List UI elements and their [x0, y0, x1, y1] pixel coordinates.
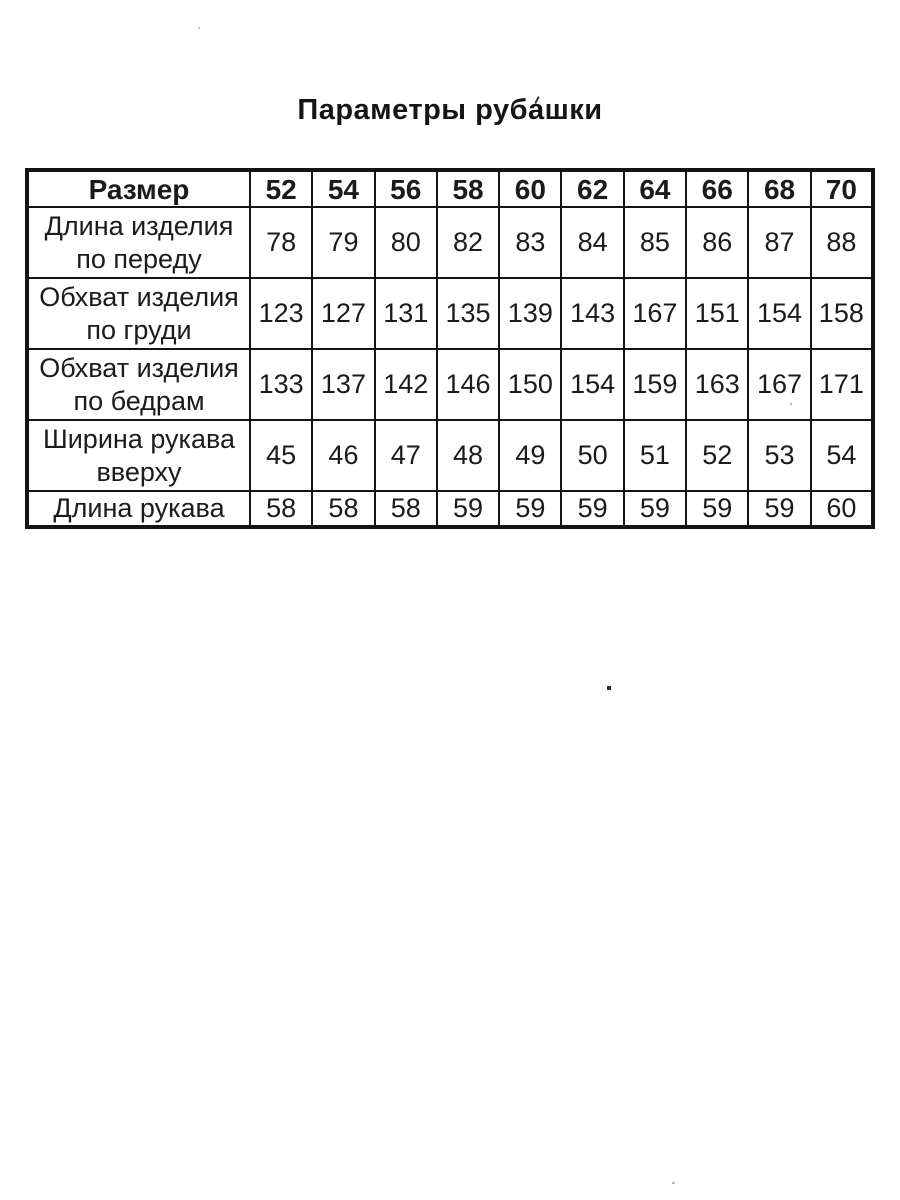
page-title: Параметры рубашки: [297, 94, 603, 126]
table-cell: 53: [748, 420, 810, 491]
row-label-line: Длина рукава: [53, 493, 225, 523]
table-cell: 54: [811, 420, 873, 491]
table-cell: 135: [437, 278, 499, 349]
table-cell: 131: [375, 278, 437, 349]
table-cell: 45: [250, 420, 312, 491]
table-cell: 52: [686, 420, 748, 491]
row-label-line: по бедрам: [73, 385, 205, 416]
table-cell: 167: [624, 278, 686, 349]
table-cell: 143: [561, 278, 623, 349]
scan-speck: [198, 27, 200, 29]
table-cell: 58: [250, 491, 312, 527]
table-cell: 167: [748, 349, 810, 420]
table-cell: 87: [748, 207, 810, 278]
table-cell: 158: [811, 278, 873, 349]
header-cell-size: 58: [437, 170, 499, 207]
table-cell: 123: [250, 278, 312, 349]
table-cell: 151: [686, 278, 748, 349]
table-cell: 49: [499, 420, 561, 491]
table-cell: 48: [437, 420, 499, 491]
header-cell-size: 68: [748, 170, 810, 207]
row-label: [27, 349, 250, 420]
size-table: [25, 168, 875, 529]
header-cell-size: 56: [375, 170, 437, 207]
table-cell: 84: [561, 207, 623, 278]
row-label: [27, 420, 250, 491]
table-cell: 154: [561, 349, 623, 420]
row-label-line: Обхват изделия: [39, 281, 239, 312]
table-cell: 59: [561, 491, 623, 527]
row-label-line: вверху: [96, 456, 182, 487]
header-cell-size: 66: [686, 170, 748, 207]
table-row-front-length: [27, 207, 873, 278]
table-row-chest-girth: [27, 278, 873, 349]
table-row-sleeve-width: [27, 420, 873, 491]
table-cell: 163: [686, 349, 748, 420]
row-label-line: Обхват изделия: [39, 352, 239, 383]
table-header-row: [27, 170, 873, 207]
table-cell: 59: [624, 491, 686, 527]
row-label-line: Длина изделия: [44, 210, 234, 241]
table-cell: 159: [624, 349, 686, 420]
table-cell: 154: [748, 278, 810, 349]
table-cell: 127: [312, 278, 374, 349]
table-cell: 59: [686, 491, 748, 527]
table-cell: 150: [499, 349, 561, 420]
table-cell: 47: [375, 420, 437, 491]
row-label-line: по груди: [86, 314, 192, 345]
table-cell: 83: [499, 207, 561, 278]
table-cell: 78: [250, 207, 312, 278]
row-label: [27, 207, 250, 278]
table-cell: 58: [312, 491, 374, 527]
table-cell: 171: [811, 349, 873, 420]
row-label-line: по переду: [76, 243, 202, 274]
table-cell: 82: [437, 207, 499, 278]
table-cell: 88: [811, 207, 873, 278]
header-cell-size: 70: [811, 170, 873, 207]
table-cell: 59: [748, 491, 810, 527]
table-cell: 59: [499, 491, 561, 527]
table-cell: 133: [250, 349, 312, 420]
table-row-hip-girth: [27, 349, 873, 420]
table-cell: 60: [811, 491, 873, 527]
scan-speck: [607, 686, 611, 690]
table-cell: 146: [437, 349, 499, 420]
header-cell-size: 62: [561, 170, 623, 207]
row-label: [27, 278, 250, 349]
header-cell-size-label: Размер: [27, 170, 250, 207]
header-cell-size: 64: [624, 170, 686, 207]
row-label-line: Ширина рукава: [42, 423, 236, 454]
table-cell: 142: [375, 349, 437, 420]
table-cell: 86: [686, 207, 748, 278]
table-cell: 59: [437, 491, 499, 527]
table-cell: 85: [624, 207, 686, 278]
table-cell: 137: [312, 349, 374, 420]
header-cell-size: 54: [312, 170, 374, 207]
table-cell: 50: [561, 420, 623, 491]
table-cell: 58: [375, 491, 437, 527]
table-cell: 51: [624, 420, 686, 491]
table-cell: 139: [499, 278, 561, 349]
header-cell-size: 52: [250, 170, 312, 207]
scan-speck: [790, 403, 792, 405]
scan-speck: [672, 1182, 675, 1184]
row-label: [27, 491, 250, 527]
header-cell-size: 60: [499, 170, 561, 207]
table-cell: 46: [312, 420, 374, 491]
table-row-sleeve-length: [27, 491, 873, 527]
table-cell: 80: [375, 207, 437, 278]
table-cell: 79: [312, 207, 374, 278]
